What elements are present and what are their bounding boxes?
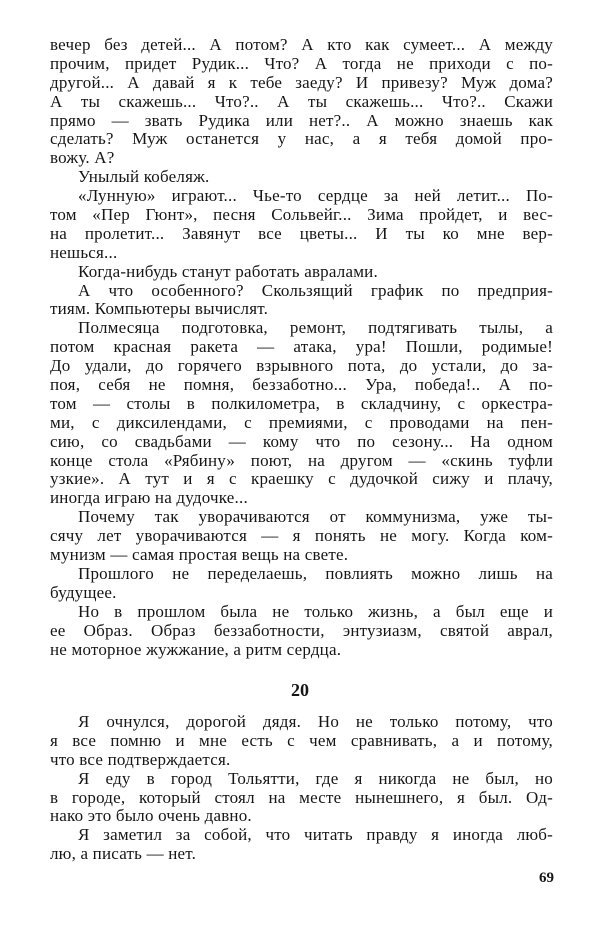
text-line: Прошлого не переделаешь, повлиять можно лишь на xyxy=(78,563,553,583)
text-line: тиям. Компьютеры вычислят. xyxy=(50,299,269,319)
paragraph xyxy=(50,168,553,187)
text-line: другой... А давай я к тебе заеду? И привезу? Муж дома? xyxy=(50,72,553,92)
text-line: том «Пер Гюнт», песня Сольвейг... Зима пройдет, и вес- xyxy=(50,205,553,225)
text-line: Унылый кобеляж. xyxy=(78,167,210,187)
text-line: ми, с диксилендами, с премиями, с проводами на пен- xyxy=(50,412,553,432)
text-line: прямо — звать Рудика или нет?.. А можно знаешь как xyxy=(50,110,553,130)
text-line: нако это было очень давно. xyxy=(50,806,252,826)
text-line: Я еду в город Тольятти, где я никогда не был, но xyxy=(78,768,553,788)
paragraph xyxy=(50,826,553,864)
text-line: потом красная ракета — атака, ура! Пошли, родимые! xyxy=(50,337,553,357)
paragraph xyxy=(50,282,553,320)
paragraph xyxy=(50,36,553,168)
text-line: том — столы в полкилометра, в складчину, с оркестра- xyxy=(50,393,553,413)
chapter-number-heading: 20 xyxy=(291,680,309,700)
text-line: сию, со свадьбами — кому что по сезону... На одном xyxy=(50,431,553,451)
text-line: Но в прошлом была не только жизнь, а был еще и xyxy=(78,601,553,621)
paragraph xyxy=(50,263,553,282)
paragraph xyxy=(50,713,553,770)
text-line: А ты скажешь... Что?.. А ты скажешь... Что?.. Скажи xyxy=(50,91,553,111)
text-line: нешься... xyxy=(50,242,118,262)
text-line: Почему так уворачиваются от коммунизма, уже ты- xyxy=(78,507,553,527)
text-line: поя, себя не помня, беззаботно... Ура, победа!.. А по- xyxy=(50,375,553,395)
text-line: ее Образ. Образ беззаботности, энтузиазм, святой аврал, xyxy=(50,620,553,640)
text-line: сячу лет уворачиваются — я понять не могу. Когда ком- xyxy=(50,526,553,546)
paragraph xyxy=(50,565,553,603)
text-line: вожу. А? xyxy=(50,148,115,168)
text-line: До удали, до горячего взрывного пота, до устали, до за- xyxy=(50,356,553,376)
text-line: Я очнулся, дорогой дядя. Но не только потому, что xyxy=(78,712,553,731)
text-line: «Лунную» играют... Чье-то сердце за ней летит... По- xyxy=(78,186,553,206)
text-line: Полмесяца подготовка, ремонт, подтягивать тылы, а xyxy=(78,318,553,338)
text-line: узкие». А тут и я с краешку с дудочкой сижу и плачу, xyxy=(50,469,553,489)
text-line: я все помню и мне есть с чем сравнивать, а и потому, xyxy=(50,730,553,750)
text-line: мунизм — самая простая вещь на свете. xyxy=(50,545,349,565)
text-line: на пролетит... Завянут все цветы... И ты ко мне вер- xyxy=(50,223,553,243)
text-line: будущее. xyxy=(50,582,117,602)
text-block-chapter-20 xyxy=(50,713,553,864)
text-line: вечер без детей... А потом? А кто как сумеет... А между xyxy=(50,35,553,54)
page-number: 69 xyxy=(539,870,554,886)
text-line: прочим, придет Рудик... Что? А тогда не приходи с по- xyxy=(50,53,553,73)
text-line: Я заметил за собой, что читать правду я иногда люб- xyxy=(78,825,553,845)
text-line: лю, а писать — нет. xyxy=(50,844,197,864)
paragraph xyxy=(50,508,553,565)
text-block-before-chapter xyxy=(50,36,553,659)
paragraph xyxy=(50,319,553,508)
text-line: иногда играю на дудочке... xyxy=(50,488,248,508)
text-line: Когда-нибудь станут работать авралами. xyxy=(78,261,378,281)
text-line: конце стола «Рябину» поют, на другом — «скинь туфли xyxy=(50,450,553,470)
text-line: в городе, который стоял на месте нынешнего, я был. Од- xyxy=(50,787,553,807)
paragraph xyxy=(50,187,553,263)
text-line: А что особенного? Скользящий график по предприя- xyxy=(78,280,553,300)
text-line: что все подтверждается. xyxy=(50,749,231,769)
paragraph xyxy=(50,603,553,660)
text-line: не моторное жужжание, а ритм сердца. xyxy=(50,639,342,659)
paragraph xyxy=(50,770,553,827)
text-line: сделать? Муж останется у нас, а я тебя домой про- xyxy=(50,129,553,149)
